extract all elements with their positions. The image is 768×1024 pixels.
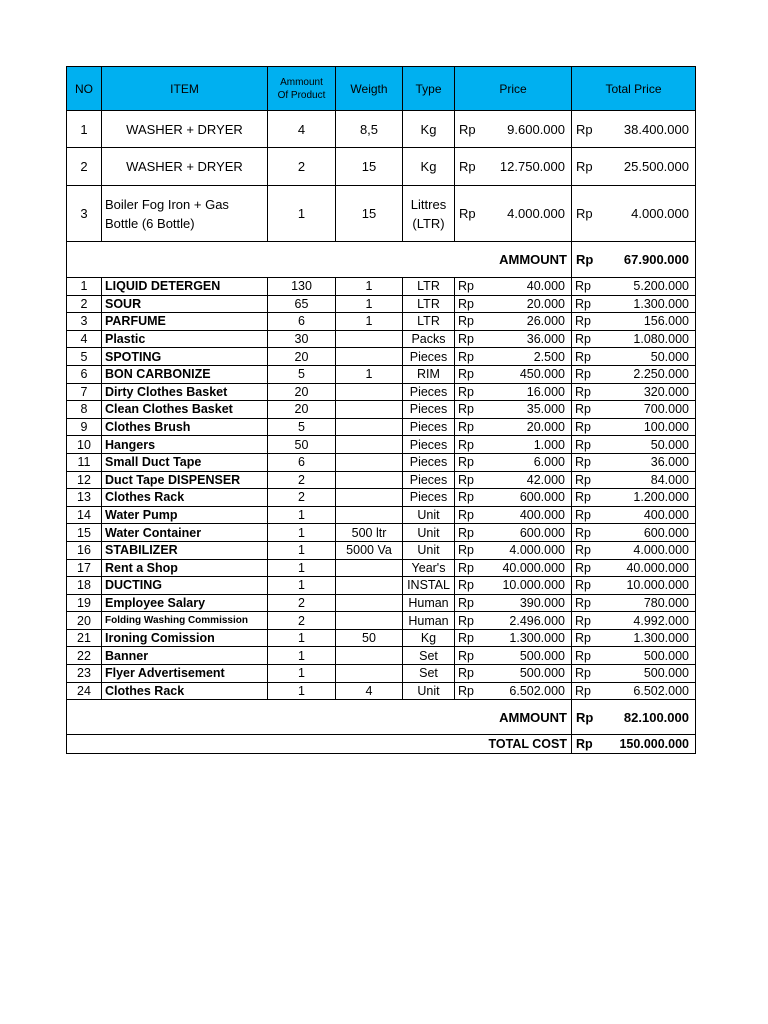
supply-price: 10.000.000 bbox=[485, 577, 572, 595]
supply-price-currency: Rp bbox=[455, 330, 485, 348]
supply-weight bbox=[336, 559, 403, 577]
supply-item: Water Container bbox=[102, 524, 268, 542]
supply-no: 4 bbox=[67, 330, 102, 348]
supply-item: Folding Washing Commission bbox=[102, 612, 268, 630]
supply-no: 1 bbox=[67, 278, 102, 296]
supply-price-currency: Rp bbox=[455, 577, 485, 595]
supply-row bbox=[67, 489, 696, 507]
supply-weight: 50 bbox=[336, 629, 403, 647]
supply-total-currency: Rp bbox=[572, 489, 602, 507]
supply-row bbox=[67, 577, 696, 595]
supply-no: 8 bbox=[67, 401, 102, 419]
supply-item: Clothes Brush bbox=[102, 418, 268, 436]
supply-no: 13 bbox=[67, 489, 102, 507]
header-item: ITEM bbox=[102, 67, 268, 111]
supply-total-currency: Rp bbox=[572, 629, 602, 647]
supply-price: 40.000 bbox=[485, 278, 572, 296]
supply-no: 12 bbox=[67, 471, 102, 489]
supply-amount: 30 bbox=[268, 330, 336, 348]
supply-weight: 500 ltr bbox=[336, 524, 403, 542]
supply-type: Pieces bbox=[403, 418, 455, 436]
equipment-type: Kg bbox=[403, 111, 455, 148]
header-row bbox=[67, 67, 696, 111]
supply-price: 42.000 bbox=[485, 471, 572, 489]
header-amount bbox=[268, 67, 336, 111]
equipment-summary-label: AMMOUNT bbox=[67, 242, 572, 278]
supply-no: 21 bbox=[67, 629, 102, 647]
supply-total-currency: Rp bbox=[572, 365, 602, 383]
supply-type: Unit bbox=[403, 524, 455, 542]
supply-item: Flyer Advertisement bbox=[102, 665, 268, 683]
equipment-item: WASHER + DRYER bbox=[102, 111, 268, 148]
supply-weight bbox=[336, 436, 403, 454]
supply-price-currency: Rp bbox=[455, 401, 485, 419]
supply-price-currency: Rp bbox=[455, 647, 485, 665]
supply-row bbox=[67, 559, 696, 577]
supply-row bbox=[67, 330, 696, 348]
supply-type: Human bbox=[403, 612, 455, 630]
supply-no: 20 bbox=[67, 612, 102, 630]
equipment-price: 4.000.000 bbox=[485, 186, 572, 242]
equipment-type: Littres (LTR) bbox=[403, 186, 455, 242]
supply-price-currency: Rp bbox=[455, 594, 485, 612]
supply-price-currency: Rp bbox=[455, 682, 485, 700]
supply-price-currency: Rp bbox=[455, 418, 485, 436]
supply-total-currency: Rp bbox=[572, 682, 602, 700]
supply-type: Unit bbox=[403, 541, 455, 559]
supplies-summary-currency: Rp bbox=[572, 700, 602, 735]
supply-item: Employee Salary bbox=[102, 594, 268, 612]
supply-no: 19 bbox=[67, 594, 102, 612]
equipment-item: Boiler Fog Iron + Gas Bottle (6 Bottle) bbox=[102, 186, 268, 242]
equipment-weight: 8,5 bbox=[336, 111, 403, 148]
supply-weight bbox=[336, 471, 403, 489]
supply-amount: 2 bbox=[268, 471, 336, 489]
supply-amount: 20 bbox=[268, 401, 336, 419]
supply-item: DUCTING bbox=[102, 577, 268, 595]
equipment-no: 3 bbox=[67, 186, 102, 242]
equipment-total-currency: Rp bbox=[572, 111, 602, 148]
supply-total: 100.000 bbox=[602, 418, 696, 436]
supply-weight bbox=[336, 489, 403, 507]
total-cost-currency: Rp bbox=[572, 735, 602, 754]
supply-type: Human bbox=[403, 594, 455, 612]
supply-type: Set bbox=[403, 665, 455, 683]
supply-total: 10.000.000 bbox=[602, 577, 696, 595]
equipment-amount: 4 bbox=[268, 111, 336, 148]
supply-row bbox=[67, 278, 696, 296]
supply-amount: 1 bbox=[268, 524, 336, 542]
supply-no: 17 bbox=[67, 559, 102, 577]
supply-type: Pieces bbox=[403, 471, 455, 489]
supply-no: 9 bbox=[67, 418, 102, 436]
supply-type: Pieces bbox=[403, 401, 455, 419]
supply-weight bbox=[336, 348, 403, 366]
supplies-body bbox=[67, 278, 696, 700]
supply-weight bbox=[336, 453, 403, 471]
supply-total-currency: Rp bbox=[572, 330, 602, 348]
supply-total-currency: Rp bbox=[572, 612, 602, 630]
supply-total: 6.502.000 bbox=[602, 682, 696, 700]
supply-weight: 4 bbox=[336, 682, 403, 700]
supply-weight: 1 bbox=[336, 313, 403, 331]
supply-type: LTR bbox=[403, 278, 455, 296]
supply-total: 40.000.000 bbox=[602, 559, 696, 577]
supply-row bbox=[67, 541, 696, 559]
supply-no: 22 bbox=[67, 647, 102, 665]
supply-total-currency: Rp bbox=[572, 541, 602, 559]
supply-item: Small Duct Tape bbox=[102, 453, 268, 471]
equipment-amount: 1 bbox=[268, 186, 336, 242]
supply-total: 5.200.000 bbox=[602, 278, 696, 296]
supply-weight bbox=[336, 594, 403, 612]
supply-item: Clothes Rack bbox=[102, 489, 268, 507]
supply-total-currency: Rp bbox=[572, 647, 602, 665]
supply-type: Unit bbox=[403, 682, 455, 700]
supply-amount: 1 bbox=[268, 665, 336, 683]
supply-no: 24 bbox=[67, 682, 102, 700]
supply-total-currency: Rp bbox=[572, 559, 602, 577]
supply-price: 4.000.000 bbox=[485, 541, 572, 559]
equipment-row bbox=[67, 111, 696, 148]
supply-price-currency: Rp bbox=[455, 471, 485, 489]
supply-total: 320.000 bbox=[602, 383, 696, 401]
header-total-price: Total Price bbox=[572, 67, 696, 111]
supply-price: 36.000 bbox=[485, 330, 572, 348]
supply-price-currency: Rp bbox=[455, 383, 485, 401]
supply-price-currency: Rp bbox=[455, 559, 485, 577]
supply-total: 780.000 bbox=[602, 594, 696, 612]
supply-total-currency: Rp bbox=[572, 401, 602, 419]
equipment-price: 12.750.000 bbox=[485, 148, 572, 186]
supply-price-currency: Rp bbox=[455, 489, 485, 507]
supply-item: Duct Tape DISPENSER bbox=[102, 471, 268, 489]
equipment-total-currency: Rp bbox=[572, 148, 602, 186]
supply-price: 35.000 bbox=[485, 401, 572, 419]
supply-row bbox=[67, 436, 696, 454]
header-amount-line1: Ammount bbox=[280, 76, 323, 88]
supply-total: 2.250.000 bbox=[602, 365, 696, 383]
supply-type: Pieces bbox=[403, 453, 455, 471]
supply-item: BON CARBONIZE bbox=[102, 365, 268, 383]
supply-type: Unit bbox=[403, 506, 455, 524]
supply-price-currency: Rp bbox=[455, 612, 485, 630]
supply-price-currency: Rp bbox=[455, 453, 485, 471]
supply-amount: 2 bbox=[268, 612, 336, 630]
supply-row bbox=[67, 629, 696, 647]
supply-total-currency: Rp bbox=[572, 594, 602, 612]
supply-weight bbox=[336, 647, 403, 665]
supply-item: Clothes Rack bbox=[102, 682, 268, 700]
supply-price-currency: Rp bbox=[455, 629, 485, 647]
supply-type: Pieces bbox=[403, 383, 455, 401]
supply-price: 2.496.000 bbox=[485, 612, 572, 630]
supply-no: 6 bbox=[67, 365, 102, 383]
supply-item: Water Pump bbox=[102, 506, 268, 524]
equipment-summary-currency: Rp bbox=[572, 242, 602, 278]
supply-total-currency: Rp bbox=[572, 278, 602, 296]
supply-no: 7 bbox=[67, 383, 102, 401]
supply-weight bbox=[336, 383, 403, 401]
supply-amount: 5 bbox=[268, 365, 336, 383]
supply-price: 6.502.000 bbox=[485, 682, 572, 700]
supply-no: 3 bbox=[67, 313, 102, 331]
supply-row bbox=[67, 365, 696, 383]
supply-weight bbox=[336, 330, 403, 348]
header-amount-line2: Of Product bbox=[277, 89, 326, 101]
equipment-type: Kg bbox=[403, 148, 455, 186]
supply-price: 1.000 bbox=[485, 436, 572, 454]
supply-total: 1.200.000 bbox=[602, 489, 696, 507]
supply-price-currency: Rp bbox=[455, 313, 485, 331]
supply-price: 16.000 bbox=[485, 383, 572, 401]
supply-no: 5 bbox=[67, 348, 102, 366]
supply-item: Dirty Clothes Basket bbox=[102, 383, 268, 401]
supply-row bbox=[67, 647, 696, 665]
equipment-total-currency: Rp bbox=[572, 186, 602, 242]
supply-price: 500.000 bbox=[485, 647, 572, 665]
supply-type: Pieces bbox=[403, 348, 455, 366]
supply-total: 1.300.000 bbox=[602, 295, 696, 313]
supply-price-currency: Rp bbox=[455, 278, 485, 296]
equipment-total: 25.500.000 bbox=[602, 148, 696, 186]
supply-row bbox=[67, 295, 696, 313]
supply-no: 11 bbox=[67, 453, 102, 471]
supply-price: 1.300.000 bbox=[485, 629, 572, 647]
supply-total: 600.000 bbox=[602, 524, 696, 542]
equipment-amount: 2 bbox=[268, 148, 336, 186]
supply-total: 50.000 bbox=[602, 436, 696, 454]
supply-item: Clean Clothes Basket bbox=[102, 401, 268, 419]
supply-row bbox=[67, 612, 696, 630]
supply-item: Ironing Comission bbox=[102, 629, 268, 647]
supply-no: 15 bbox=[67, 524, 102, 542]
supply-row bbox=[67, 682, 696, 700]
supply-type: LTR bbox=[403, 295, 455, 313]
supply-total: 400.000 bbox=[602, 506, 696, 524]
supply-amount: 1 bbox=[268, 682, 336, 700]
supply-weight bbox=[336, 401, 403, 419]
supply-total: 500.000 bbox=[602, 665, 696, 683]
supply-total: 1.300.000 bbox=[602, 629, 696, 647]
supply-total-currency: Rp bbox=[572, 436, 602, 454]
supply-item: Banner bbox=[102, 647, 268, 665]
supply-row bbox=[67, 471, 696, 489]
equipment-price: 9.600.000 bbox=[485, 111, 572, 148]
supply-price: 20.000 bbox=[485, 295, 572, 313]
supply-price: 40.000.000 bbox=[485, 559, 572, 577]
equipment-no: 2 bbox=[67, 148, 102, 186]
supply-no: 2 bbox=[67, 295, 102, 313]
supply-price: 500.000 bbox=[485, 665, 572, 683]
supply-amount: 50 bbox=[268, 436, 336, 454]
supply-item: SPOTING bbox=[102, 348, 268, 366]
supply-total-currency: Rp bbox=[572, 524, 602, 542]
supply-amount: 1 bbox=[268, 541, 336, 559]
equipment-weight: 15 bbox=[336, 186, 403, 242]
supply-row bbox=[67, 383, 696, 401]
equipment-price-currency: Rp bbox=[455, 111, 485, 148]
equipment-summary-value: 67.900.000 bbox=[602, 242, 696, 278]
supply-amount: 2 bbox=[268, 594, 336, 612]
total-cost-label: TOTAL COST bbox=[67, 735, 572, 754]
supply-item: SOUR bbox=[102, 295, 268, 313]
supply-price-currency: Rp bbox=[455, 665, 485, 683]
equipment-total: 4.000.000 bbox=[602, 186, 696, 242]
supply-type: Set bbox=[403, 647, 455, 665]
supply-row bbox=[67, 313, 696, 331]
supply-no: 23 bbox=[67, 665, 102, 683]
total-cost-row bbox=[67, 735, 696, 754]
supply-total: 84.000 bbox=[602, 471, 696, 489]
equipment-total: 38.400.000 bbox=[602, 111, 696, 148]
total-cost-value: 150.000.000 bbox=[602, 735, 696, 754]
supply-type: LTR bbox=[403, 313, 455, 331]
supply-row bbox=[67, 348, 696, 366]
supply-total: 4.992.000 bbox=[602, 612, 696, 630]
supply-weight bbox=[336, 577, 403, 595]
supply-total-currency: Rp bbox=[572, 506, 602, 524]
supply-amount: 20 bbox=[268, 383, 336, 401]
header-weight: Weigth bbox=[336, 67, 403, 111]
supply-no: 18 bbox=[67, 577, 102, 595]
supply-total: 700.000 bbox=[602, 401, 696, 419]
supply-price: 600.000 bbox=[485, 489, 572, 507]
supply-item: PARFUME bbox=[102, 313, 268, 331]
supply-total: 4.000.000 bbox=[602, 541, 696, 559]
header-price: Price bbox=[455, 67, 572, 111]
supply-price: 26.000 bbox=[485, 313, 572, 331]
supplies-summary-value: 82.100.000 bbox=[602, 700, 696, 735]
supply-row bbox=[67, 665, 696, 683]
supply-price: 2.500 bbox=[485, 348, 572, 366]
equipment-price-currency: Rp bbox=[455, 186, 485, 242]
supply-row bbox=[67, 524, 696, 542]
supply-type: Pieces bbox=[403, 436, 455, 454]
equipment-no: 1 bbox=[67, 111, 102, 148]
supply-amount: 130 bbox=[268, 278, 336, 296]
supply-total-currency: Rp bbox=[572, 418, 602, 436]
supply-type: RIM bbox=[403, 365, 455, 383]
supplies-summary-row bbox=[67, 700, 696, 735]
supply-total-currency: Rp bbox=[572, 295, 602, 313]
equipment-summary-row bbox=[67, 242, 696, 278]
supply-total-currency: Rp bbox=[572, 577, 602, 595]
supply-amount: 1 bbox=[268, 559, 336, 577]
supply-amount: 20 bbox=[268, 348, 336, 366]
supply-price: 20.000 bbox=[485, 418, 572, 436]
supply-no: 10 bbox=[67, 436, 102, 454]
header-no: NO bbox=[67, 67, 102, 111]
supply-price: 400.000 bbox=[485, 506, 572, 524]
supply-total-currency: Rp bbox=[572, 665, 602, 683]
header-type: Type bbox=[403, 67, 455, 111]
supply-amount: 65 bbox=[268, 295, 336, 313]
supply-type: Kg bbox=[403, 629, 455, 647]
supply-amount: 1 bbox=[268, 629, 336, 647]
supply-weight: 1 bbox=[336, 278, 403, 296]
supply-total: 156.000 bbox=[602, 313, 696, 331]
supply-weight bbox=[336, 506, 403, 524]
supply-total-currency: Rp bbox=[572, 383, 602, 401]
supply-item: Hangers bbox=[102, 436, 268, 454]
supply-weight bbox=[336, 665, 403, 683]
supply-price-currency: Rp bbox=[455, 365, 485, 383]
supply-amount: 2 bbox=[268, 489, 336, 507]
supply-type: INSTAL bbox=[403, 577, 455, 595]
supply-amount: 6 bbox=[268, 453, 336, 471]
supply-row bbox=[67, 418, 696, 436]
supply-total-currency: Rp bbox=[572, 453, 602, 471]
supply-total: 1.080.000 bbox=[602, 330, 696, 348]
supply-item: LIQUID DETERGEN bbox=[102, 278, 268, 296]
supply-row bbox=[67, 594, 696, 612]
supply-amount: 6 bbox=[268, 313, 336, 331]
supply-no: 16 bbox=[67, 541, 102, 559]
supply-total-currency: Rp bbox=[572, 313, 602, 331]
supply-price-currency: Rp bbox=[455, 506, 485, 524]
supply-price-currency: Rp bbox=[455, 541, 485, 559]
supply-row bbox=[67, 401, 696, 419]
supply-price-currency: Rp bbox=[455, 436, 485, 454]
supply-weight bbox=[336, 612, 403, 630]
supply-amount: 1 bbox=[268, 506, 336, 524]
cost-table bbox=[66, 66, 696, 754]
supply-total: 500.000 bbox=[602, 647, 696, 665]
supply-price-currency: Rp bbox=[455, 348, 485, 366]
supply-price: 600.000 bbox=[485, 524, 572, 542]
supply-item: STABILIZER bbox=[102, 541, 268, 559]
supply-total-currency: Rp bbox=[572, 348, 602, 366]
supply-price: 6.000 bbox=[485, 453, 572, 471]
supply-total-currency: Rp bbox=[572, 471, 602, 489]
supply-weight: 1 bbox=[336, 365, 403, 383]
supply-amount: 1 bbox=[268, 647, 336, 665]
equipment-item: WASHER + DRYER bbox=[102, 148, 268, 186]
supply-no: 14 bbox=[67, 506, 102, 524]
supply-total: 50.000 bbox=[602, 348, 696, 366]
supply-item: Rent a Shop bbox=[102, 559, 268, 577]
supply-price: 450.000 bbox=[485, 365, 572, 383]
supply-price-currency: Rp bbox=[455, 295, 485, 313]
supply-type: Packs bbox=[403, 330, 455, 348]
supply-row bbox=[67, 506, 696, 524]
supply-price: 390.000 bbox=[485, 594, 572, 612]
supply-total: 36.000 bbox=[602, 453, 696, 471]
supply-amount: 5 bbox=[268, 418, 336, 436]
supply-weight: 1 bbox=[336, 295, 403, 313]
supply-item: Plastic bbox=[102, 330, 268, 348]
supply-type: Pieces bbox=[403, 489, 455, 507]
equipment-row bbox=[67, 186, 696, 242]
supply-weight bbox=[336, 418, 403, 436]
equipment-row bbox=[67, 148, 696, 186]
supply-price-currency: Rp bbox=[455, 524, 485, 542]
supply-amount: 1 bbox=[268, 577, 336, 595]
supply-type: Year's bbox=[403, 559, 455, 577]
equipment-weight: 15 bbox=[336, 148, 403, 186]
supply-row bbox=[67, 453, 696, 471]
equipment-price-currency: Rp bbox=[455, 148, 485, 186]
supply-weight: 5000 Va bbox=[336, 541, 403, 559]
supplies-summary-label: AMMOUNT bbox=[67, 700, 572, 735]
